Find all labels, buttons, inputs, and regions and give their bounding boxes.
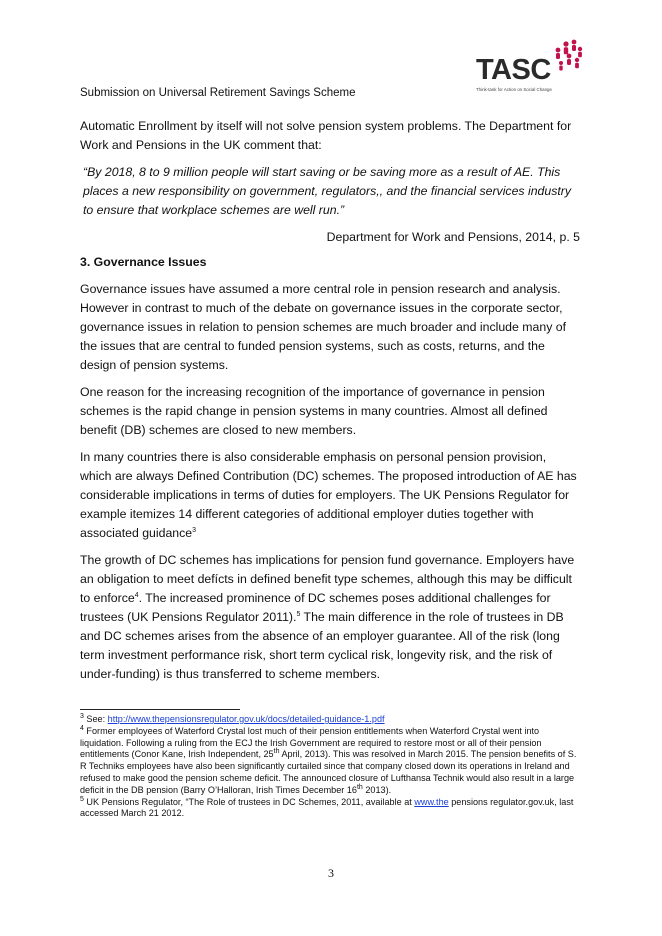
- footnote-4: [80, 726, 582, 797]
- footnote-number: 4: [80, 724, 84, 732]
- ordinal-suffix: th: [356, 783, 363, 791]
- main-content: [80, 117, 580, 692]
- section-heading: 3. Governance Issues: [80, 255, 207, 269]
- paragraph-text: . The increased prominence of DC schemes poses additional challenges for trustees (UK Pensions Regulator 2011).: [80, 591, 551, 624]
- footnote-ref-4[interactable]: 4: [134, 591, 139, 599]
- footnote-separator: [80, 709, 240, 710]
- paragraph-personal-pensions: [80, 448, 580, 543]
- footnote-text: UK Pensions Regulator, “The Role of trustees in DC Schemes, 2011, available at: [83, 796, 415, 807]
- footnote-number: 5: [80, 795, 84, 803]
- footnote-text: April, 2013). This was resolved in March 2015. The pension benefits of S. R Techniks employees have also been significantly curtailed since that company closed down its operations in Ireland and refused to make good the pension scheme deficit. The announced closure of Lufthansa Technik would also result in a large deficit in the DB pension (Barry O’Halloran, Irish Times December 16: [80, 749, 577, 795]
- paragraph-governance: Governance issues have assumed a more central role in pension research and analysis. However in contrast to much of the debate on governance issues in the corporate sector, governance issues in relation to pension schemes are much broader and include many of the issues that are central to funded pension systems, such as costs, returns, and the design of pension systems.: [80, 282, 567, 372]
- ordinal-suffix: th: [273, 748, 280, 756]
- paragraph-text: In many countries there is also considerable emphasis on personal pension provision, which are always Defined Contribution (DC) schemes. The proposed introduction of AE has considerable implications in terms of duties for employers. The UK Pensions Regulator for example itemizes 14 different categories of additional employer duties together with associated guidance: [80, 450, 577, 540]
- footnote-number: 3: [80, 712, 84, 720]
- paragraph-recognition: One reason for the increasing recognition of the importance of governance in pension schemes is the rapid change in pension systems in many countries. Almost all defined benefit (DB) schemes are closed to new members.: [80, 385, 548, 437]
- block-quote: “By 2018, 8 to 9 million people will start saving or be saving more as a result of AE. This places a new responsibility on government, regulators,, and the financial services industry to ensure that workplace schemes are well run.”: [83, 165, 572, 217]
- footnote-ref-5[interactable]: 5: [296, 610, 301, 618]
- quote-citation: Department for Work and Pensions, 2014, p. 5: [326, 230, 580, 244]
- footnote-3: [80, 714, 582, 726]
- footnote-5: [80, 797, 582, 821]
- paragraph-dc-growth: [80, 551, 580, 684]
- footnote-5-link[interactable]: www.the: [414, 796, 449, 807]
- tasc-logo: [474, 38, 586, 100]
- footnote-text: Former employees of Waterford Crystal lost much of their pension entitlements when Waterford Crystal went into liquidation. Following a ruling from the ECJ the Irish Government are required to restore most or all of their pension entitlements (Conor Kane, Irish Independent, 25: [80, 725, 542, 760]
- paragraph-text: The growth of DC schemes has implications for pension fund governance. Employers have an obligation to meet defícts in defined benefit type schemes, although this may be difficult to enforce: [80, 553, 575, 605]
- people-logo-icon: [550, 38, 586, 74]
- footnote-text: See:: [83, 714, 108, 724]
- footnotes: [80, 714, 582, 820]
- footnote-text: 2013).: [362, 784, 392, 795]
- running-header: Submission on Universal Retirement Savings Scheme: [80, 87, 356, 99]
- footnote-3-link[interactable]: http://www.thepensionsregulator.gov.uk/docs/detailed-guidance-1.pdf: [107, 714, 385, 724]
- paragraph-text: The main difference in the role of trustees in DB and DC schemes arises from the absence of an employer guarantee. All of the risk (long term investment performance risk, short term cyclical risk, longevity risk, and the risk of under-funding) is thus transferred to scheme members.: [80, 610, 564, 681]
- logo-wordmark: TASC: [476, 54, 551, 86]
- footnote-ref-3[interactable]: 3: [192, 526, 197, 534]
- intro-paragraph: Automatic Enrollment by itself will not solve pension system problems. The Department for Work and Pensions in the UK comment that:: [80, 119, 572, 152]
- logo-tagline: Think-tank for Action on Social Change: [476, 87, 552, 92]
- footnote-text: pensions regulator.gov.uk, last accessed March 21 2012.: [80, 796, 574, 819]
- page-number: 3: [328, 866, 334, 880]
